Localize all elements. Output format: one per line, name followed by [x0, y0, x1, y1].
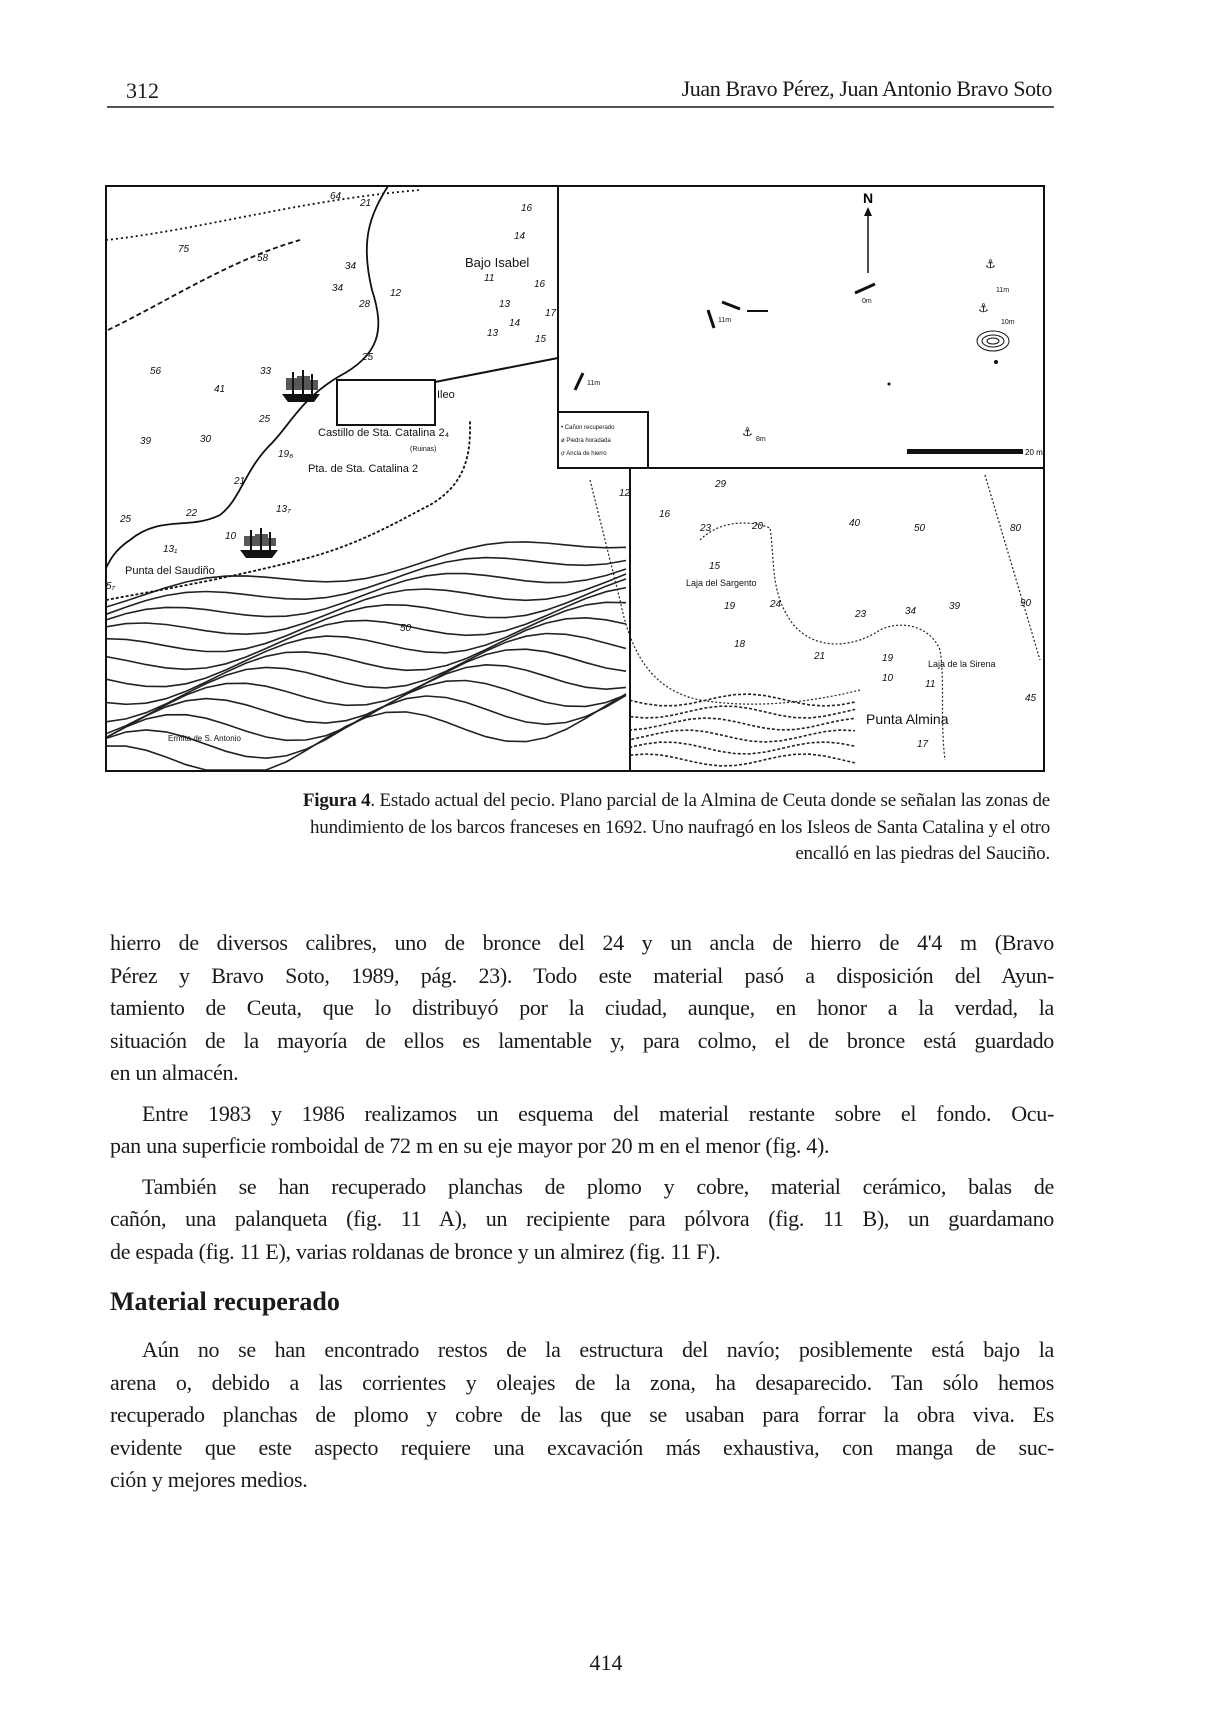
depth-sounding: 30: [200, 434, 212, 445]
coast-rocks: [630, 730, 855, 742]
caption-text: . Estado actual del pecio. Plano parcial de la Almina de Ceuta donde se señalan las zonas de: [370, 790, 1050, 811]
coast-rocks: [630, 706, 855, 718]
scale-bar: [907, 448, 1043, 457]
depth-sounding: 11: [484, 273, 495, 284]
paragraph: [110, 1334, 1054, 1497]
anchor-icon: ⚓: [978, 301, 989, 315]
scale-label: 20 m: [1025, 448, 1043, 457]
depth-sounding: 21: [814, 651, 826, 662]
anchor-icon: ⚓: [742, 425, 753, 439]
depth-sounding: 29: [715, 479, 727, 490]
depth-sounding: 50: [914, 523, 926, 534]
text-line: Aún no se han encontrado restos de la estructura del navío; posiblemente está bajo la: [142, 1337, 1054, 1362]
depth-soundings: [106, 191, 1037, 750]
text-line: Entre 1983 y 1986 realizamos un esquema del material restante sobre el fondo. Ocu-: [142, 1100, 1054, 1126]
coast-rocks: [630, 718, 855, 730]
depth-sounding: 90: [1020, 598, 1032, 609]
label-bajo-isabel: Bajo Isabel: [465, 255, 530, 270]
depth-sounding: 10: [225, 531, 237, 542]
depth-sounding: 34: [905, 606, 917, 617]
label-punta-saudino: Punta del Saudiño: [125, 565, 215, 577]
depth-sounding: 10: [882, 673, 894, 684]
ship-icon: [282, 370, 320, 402]
contour-line: [106, 618, 626, 705]
text-line: ción y mejores medios.: [110, 1467, 308, 1492]
depth-sounding: 16: [521, 203, 533, 214]
text-line: arena o, debido a las corrientes y oleajes de la zona, ha desaparecido. Tan sólo hemos: [110, 1369, 1054, 1395]
depth-sounding: 19: [724, 601, 736, 612]
legend: [561, 425, 615, 457]
legend-item: • Cañon recuperado: [561, 425, 615, 431]
text-line: recuperado planchas de plomo y cobre de las que se usaban para forrar la obra viva. Es: [110, 1402, 1054, 1427]
paragraph: [110, 1171, 1054, 1269]
caption-text: hundimiento de los barcos franceses en 1692. Uno naufragó en los Isleos de Santa Catalina y el otro: [310, 816, 1050, 838]
depth-sounding: 23: [700, 523, 712, 534]
depth-sounding: 13: [487, 328, 499, 339]
depth-sounding: 21: [234, 476, 246, 487]
site-depth: 11m: [718, 317, 732, 324]
figure-caption: [150, 788, 1050, 868]
coast-rocks: [630, 742, 855, 754]
coast-rocks: [630, 754, 855, 766]
rock-icon: [977, 331, 1009, 351]
depth-sounding: 34: [345, 261, 357, 272]
depth-sounding: 58: [257, 253, 269, 264]
site-depth: 8m: [756, 436, 766, 443]
section-heading: Material recuperado: [110, 1287, 340, 1316]
cannon-icon: [855, 284, 875, 293]
depth-sounding: 39: [949, 601, 961, 612]
depth-sounding: 20: [752, 521, 764, 532]
text-line: evidente que este aspecto requiere una excavación más exhaustiva, con manga de suc-: [110, 1434, 1054, 1460]
figure-map: [105, 185, 1045, 772]
depth-sounding: 13: [499, 299, 511, 310]
depth-sounding: 14: [509, 318, 521, 329]
depth-sounding: 19₆: [278, 449, 294, 460]
place-labels: [125, 255, 996, 743]
depth-sounding: 25: [362, 352, 374, 363]
depth-sounding: 12: [619, 488, 631, 499]
depth-sounding: 50: [400, 623, 412, 634]
contour-line: [106, 665, 626, 738]
paragraph: [110, 1098, 1054, 1163]
label-castillo: Castillo de Sta. Catalina 2₄: [318, 427, 450, 439]
text-line: cañón, una palanqueta (fig. 11 A), un recipiente para pólvora (fig. 11 B), un guardamano: [110, 1206, 1054, 1231]
depth-sounding: 21: [360, 198, 372, 209]
label-punta-almina: Punta Almina: [866, 711, 949, 727]
wreck-site-markers: [575, 257, 1015, 443]
depth-sounding: 64: [330, 191, 342, 202]
castillo-box: [337, 380, 435, 425]
depth-sounding: 40: [849, 518, 861, 529]
site-depth: 11m: [996, 287, 1010, 294]
text-line: Pérez y Bravo Soto, 1989, pág. 23). Todo este material pasó a disposición del Ayun-: [110, 962, 1054, 988]
legend-item: ø Piedra horadada: [561, 438, 611, 444]
depth-sounding: 16: [534, 279, 546, 290]
north-arrow-icon: [863, 190, 873, 273]
label-ermita: Ermita de S. Antonio: [168, 734, 241, 743]
cannon-icon: [575, 373, 583, 390]
text-line: de espada (fig. 11 E), varias roldanas de bronce y un almirez (fig. 11 F).: [110, 1238, 721, 1264]
depth-sounding: 80: [1010, 523, 1022, 534]
paragraph: [110, 927, 1054, 1090]
depth-sounding: 23: [855, 609, 867, 620]
depth-sounding: 34: [332, 283, 344, 294]
label-laja-sirena: Laja de la Sirena: [928, 659, 996, 669]
cannon-icon: [708, 310, 714, 328]
depth-sounding: 39: [140, 436, 152, 447]
site-depth: 11m: [587, 380, 601, 387]
text-line: situación de la mayoría de ellos es lamentable y, para colmo, el de bronce está guardado: [110, 1027, 1054, 1053]
depth-sounding: 24: [770, 599, 782, 610]
text-line: También se han recuperado planchas de plomo y cobre, material cerámico, balas de: [142, 1173, 1054, 1199]
text-line: pan una superficie romboidal de 72 m en su eje mayor por 20 m en el menor (fig. 4).: [110, 1133, 830, 1158]
depth-sounding: 19: [882, 653, 894, 664]
label-pta-catalina: Pta. de Sta. Catalina 2: [308, 463, 419, 475]
caption-label: Figura 4: [302, 790, 371, 811]
depth-sounding: 15: [709, 561, 721, 572]
north-label: N: [863, 190, 874, 206]
depth-sounding: 12: [390, 288, 402, 299]
label-ruinas: (Ruinas): [410, 446, 437, 453]
depth-sounding: 18: [734, 639, 746, 650]
depth-sounding: 41: [214, 384, 226, 395]
header-rule: [107, 106, 1054, 108]
depth-sounding: 16: [659, 509, 671, 520]
depth-sounding: 15: [535, 334, 547, 345]
depth-sounding: 33: [260, 366, 272, 377]
legend-item: ợ Ancla de hierro: [561, 451, 607, 457]
depth-sounding: 45: [1025, 693, 1037, 704]
depth-sounding: 17: [545, 308, 557, 319]
coast-rocks: [630, 694, 855, 706]
body-text: [110, 1334, 1054, 1505]
text-line: en un almacén.: [110, 1060, 239, 1085]
depth-sounding: 28: [359, 299, 371, 310]
coastline: [106, 186, 470, 600]
anchor-icon: ⚓: [985, 257, 996, 271]
header-page-number: 312: [126, 78, 159, 103]
body-text: [110, 927, 1054, 1276]
caption-text: encalló en las piedras del Sauciño.: [795, 843, 1050, 864]
label-isleo: Ileo: [437, 389, 455, 401]
depth-sounding: 5₇: [106, 581, 116, 592]
site-depth: 0m: [862, 298, 872, 305]
depth-sounding: 75: [178, 244, 190, 255]
depth-sounding: 22: [186, 508, 198, 519]
depth-sounding: 13₇: [276, 504, 291, 515]
depth-sounding: 14: [514, 231, 526, 242]
header-authors: Juan Bravo Pérez, Juan Antonio Bravo Soto: [681, 76, 1052, 101]
depth-sounding: 56: [150, 366, 162, 377]
depth-sounding: 17: [917, 739, 929, 750]
footer-page-number: 414: [589, 1650, 623, 1675]
depth-sounding: 11: [925, 679, 936, 690]
label-laja-sargento: Laja del Sargento: [686, 578, 757, 588]
ship-icon: [240, 528, 278, 558]
text-line: hierro de diversos calibres, uno de bronce del 24 y un ancla de hierro de 4'4 m (Bravo: [110, 930, 1054, 955]
text-line: tamiento de Ceuta, que lo distribuyó por la ciudad, aunque, en honor a la verdad, la: [110, 995, 1054, 1020]
site-depth: 10m: [1001, 319, 1015, 326]
cannon-icon: [722, 302, 740, 309]
depth-sounding: 25: [259, 414, 271, 425]
depth-sounding: 13₁: [163, 544, 178, 555]
depth-sounding: 25: [120, 514, 132, 525]
